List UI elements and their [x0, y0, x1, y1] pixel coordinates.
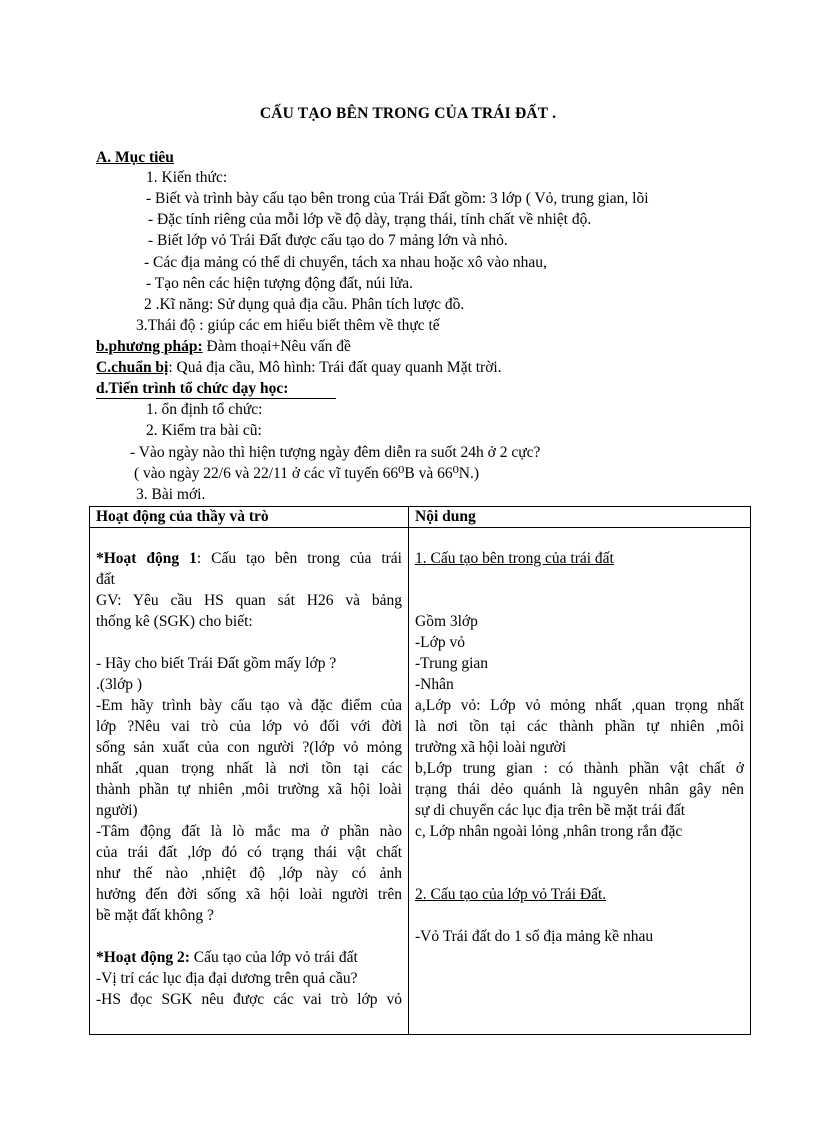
content-line: -Lớp vỏ	[415, 634, 465, 651]
activity-2-label: *Hoạt động 2:	[96, 949, 190, 966]
activity-2-title: Cấu tạo của lớp vỏ trái đất	[189, 949, 358, 966]
content-line: b,Lớp trung gian : có thành phần vật chất ở	[415, 760, 744, 777]
activity-line	[96, 926, 402, 947]
activity-line: -Tâm động đất là lò mắc ma ở phần nào	[96, 823, 402, 840]
content-line: là nơi tồn tại các thành phần tự nhiên ,môi	[415, 718, 744, 735]
tien-trinh-item: 2. Kiểm tra bài cũ:	[146, 422, 262, 439]
tien-trinh-item: 3. Bài mới.	[136, 486, 206, 503]
muc-tieu-item: 2 .Kĩ năng: Sử dụng quả địa cầu. Phân tích lược đồ.	[144, 296, 465, 313]
content-line	[415, 842, 744, 863]
chuan-bi-label: C.chuẩn bị	[96, 359, 169, 376]
tien-trinh-item: ( vào ngày 22/6 và 22/11 ở các vĩ tuyến 66⁰B và 66⁰N.)	[134, 465, 480, 482]
activity-line: -HS đọc SGK nêu được các vai trò lớp vỏ	[96, 991, 402, 1008]
activity-line: người)	[96, 802, 138, 819]
muc-tieu-heading: A. Mục tiêu	[96, 149, 174, 166]
content-line	[415, 905, 744, 926]
activity-line: -Vị trí các lục địa đại dương trên quả cầu?	[96, 970, 358, 987]
activity-line	[96, 632, 402, 653]
chuan-bi-text: : Quả địa cầu, Mô hình: Trái đất quay quanh Mặt trời.	[168, 359, 502, 376]
content-line: trường xã hội loài người	[415, 739, 567, 756]
activity-line: thành phần tự nhiên ,môi trường xã hội loài	[96, 781, 402, 798]
muc-tieu-item: 3.Thái độ : giúp các em hiểu biết thêm về thực tế	[136, 317, 440, 334]
muc-tieu-item: - Đặc tính riêng của mỗi lớp về độ dày, trạng thái, tính chất về nhiệt độ.	[148, 211, 592, 228]
muc-tieu-item: - Biết lớp vỏ Trái Đất được cấu tạo do 7 mảng lớn và nhỏ.	[148, 232, 508, 249]
activity-line: lớp ?Nêu vai trò của lớp vỏ đối với đời	[96, 718, 402, 735]
muc-tieu-item: - Biết và trình bày cấu tạo bên trong của Trái Đất gồm: 3 lớp ( Vỏ, trung gian, lõi	[146, 190, 649, 207]
tien-trinh-heading: d.Tiến trình tổ chức dạy học:	[96, 380, 289, 397]
content-line	[415, 863, 744, 884]
activity-1-title: : Cấu tạo bên trong của trái	[196, 550, 402, 567]
activity-line: sống sản xuất của con người ?(lớp vỏ mỏng	[96, 739, 402, 756]
activity-cell	[90, 528, 409, 1035]
muc-tieu-item: 1. Kiến thức:	[146, 169, 228, 186]
tien-trinh-item: - Vào ngày nào thì hiện tượng ngày đêm diễn ra suốt 24h ở 2 cực?	[130, 444, 541, 461]
table-header-left: Hoạt động của thầy và trò	[90, 507, 409, 528]
content-line: sự di chuyển các lục địa trên bề mặt trái đất	[415, 802, 686, 819]
content-section-2-heading: 2. Cấu tạo của lớp vỏ Trái Đất.	[415, 886, 607, 903]
content-cell	[409, 528, 751, 1035]
table-header-right: Nội dung	[409, 507, 751, 528]
content-line: Gồm 3lớp	[415, 613, 478, 630]
muc-tieu-item: - Tạo nên các hiện tượng động đất, núi lửa.	[146, 275, 414, 292]
content-line: -Vỏ Trái đất do 1 số địa mảng kề nhau	[415, 928, 654, 945]
activity-line: nhất ,quan trọng nhất là nơi tồn tại các	[96, 760, 402, 777]
phuong-phap-text: Đàm thoại+Nêu vấn đề	[202, 338, 351, 355]
content-line: -Nhân	[415, 676, 454, 693]
activity-line: như thế nào ,nhiệt độ ,lớp này có ảnh	[96, 865, 402, 882]
content-line: -Trung gian	[415, 655, 489, 672]
activity-line: - Hãy cho biết Trái Đất gồm mấy lớp ?	[96, 655, 337, 672]
chuan-bi	[96, 358, 502, 378]
activity-line: -Em hãy trình bày cấu tạo và đặc điểm của	[96, 697, 402, 714]
content-line: trạng thái dẻo quánh là nguyên nhân gây nên	[415, 781, 744, 798]
activity-1-line	[96, 548, 402, 569]
tien-trinh-item: 1. ổn định tổ chức:	[146, 401, 263, 418]
phuong-phap	[96, 337, 351, 357]
page-title: CẤU TẠO BÊN TRONG CỦA TRÁI ĐẤT .	[259, 105, 557, 122]
muc-tieu-item: - Các địa mảng có thể di chuyển, tách xa nhau hoặc xô vào nhau,	[144, 254, 547, 271]
content-line: c, Lớp nhân ngoài lỏng ,nhân trong rắn đặc	[415, 823, 683, 840]
content-line: a,Lớp vỏ: Lớp vỏ mỏng nhất ,quan trọng nhất	[415, 697, 744, 714]
activity-line: hưởng đến đời sống xã hội loài người trên	[96, 886, 402, 903]
content-line	[415, 569, 744, 590]
activity-line: đất	[96, 571, 115, 588]
content-section-1-heading: 1. Cấu tạo bên trong của trái đất	[415, 550, 614, 567]
content-line	[415, 590, 744, 611]
phuong-phap-label: b.phương pháp:	[96, 338, 203, 355]
activity-line: thống kê (SGK) cho biết:	[96, 613, 253, 630]
activity-line: của trái đất ,lớp đó có trạng thái vật chất	[96, 844, 402, 861]
activity-1-label: *Hoạt động 1	[96, 550, 197, 567]
activity-line: GV: Yêu cầu HS quan sát H26 và bảng	[96, 592, 402, 609]
tien-trinh-underline	[96, 398, 336, 399]
lesson-table	[89, 506, 751, 1035]
activity-line: bề mặt đất không ?	[96, 907, 214, 924]
activity-2-line	[96, 947, 402, 968]
activity-line: .(3lớp )	[96, 676, 143, 693]
